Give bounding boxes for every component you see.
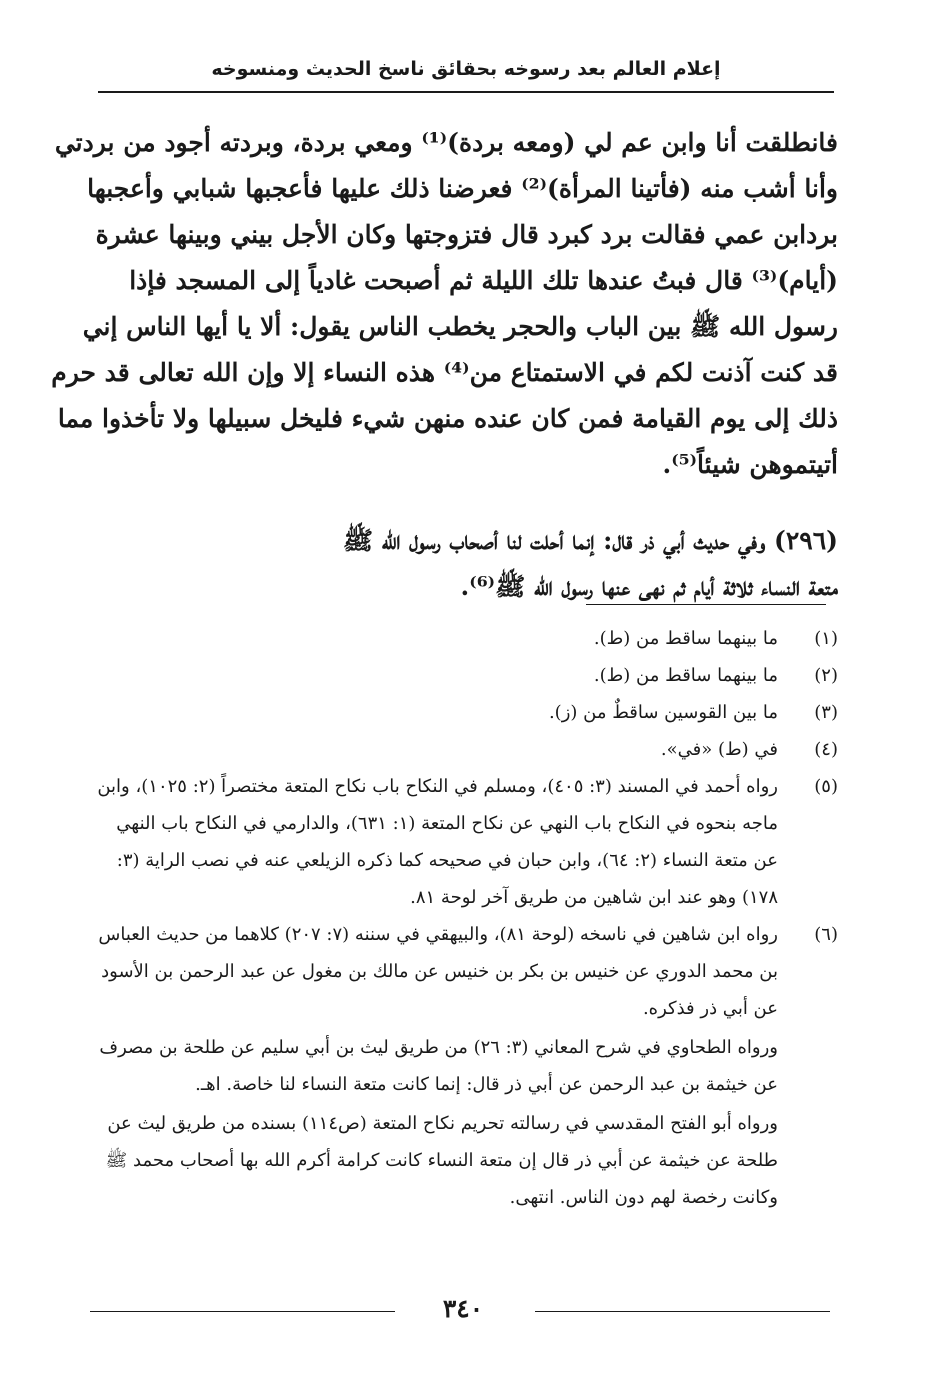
text-line: (٢٩٦) وفي حديث أبي ذر قال: إنما أحلت لنا أصحاب رسول الله ﷺ	[342, 526, 838, 555]
text-line: رسول الله ﷺ بين الباب والحجر يخطب الناس يقول: ألا يا أيها الناس إني	[82, 312, 838, 341]
footnote-number: (١)	[814, 628, 838, 649]
main-text	[51, 120, 838, 610]
footnote	[93, 657, 838, 694]
header-rule	[98, 91, 834, 93]
footnote-text: رواه ابن شاهين في ناسخه (لوحة ٨١)، والبيهقي في سننه (٧: ٢٠٧) كلاهما من حديث العباس بن محمد الدوري عن خنيس بن بكر بن خنيس عن مالك بن مغول عن عبد الرحمن بن الأسود عن أبي ذر فذكره.	[98, 924, 778, 1019]
footnote-number: (٥)	[814, 776, 838, 797]
text-line: متعة النساء ثلاثة أيام ثم نهى عنها رسول الله ﷺ⁽⁶⁾.	[460, 572, 838, 601]
footnote	[93, 916, 838, 1216]
footnote	[93, 731, 838, 768]
page-footer	[90, 1296, 830, 1326]
footer-rule-right	[535, 1311, 830, 1312]
footnote-number: (٣)	[814, 702, 838, 723]
footnotes	[93, 620, 838, 1216]
text-line: فانطلقت أنا وابن عم لي (ومعه بردة)⁽¹⁾ ومعي بردة، وبردته أجود من بردتي	[54, 128, 838, 157]
footnote-number: (٤)	[814, 739, 838, 760]
footnote-separator	[586, 604, 826, 605]
footnote	[93, 620, 838, 657]
footnote-text: ورواه الطحاوي في شرح المعاني (٣: ٢٦) من طريق ليث بن أبي سليم عن طلحة بن مصرف عن خيثمة بن عبد الرحمن عن أبي ذر قال: إنما كانت متعة النساء لنا خاصة. اهـ.	[99, 1037, 778, 1095]
text-line: بردابن عمي فقالت برد كبرد قال فتزوجتها وكان الأجل بيني وبينها عشرة	[95, 220, 838, 249]
footnote-text: ما بين القوسين ساقطٌ من (ز).	[548, 702, 778, 723]
footnote-text: ما بينهما ساقط من (ط).	[593, 628, 778, 649]
text-line: أتيتموهن شيئاً⁽⁵⁾.	[662, 450, 838, 479]
footnote	[93, 768, 838, 916]
footnote-text: ما بينهما ساقط من (ط).	[593, 665, 778, 686]
footnote-number: (٢)	[814, 665, 838, 686]
running-header-title: إعلام العالم بعد رسوخه بحقائق ناسخ الحديث ومنسوخه	[211, 58, 721, 80]
footer-rule-left	[90, 1311, 395, 1312]
footnote-text: في (ط) «في».	[660, 739, 778, 760]
footnote-number: (٦)	[814, 924, 838, 945]
footnote-text: رواه أحمد في المسند (٣: ٤٠٥)، ومسلم في النكاح باب نكاح المتعة مختصراً (٢: ١٠٢٥)، وابن ماجه بنحوه في النكاح باب النهي عن نكاح المتعة (١: ٦٣١)، والدارمي في النكاح باب النهي عن متعة النساء (٢: ٦٤)، وابن حبان في صحيحه كما ذكره الزيلعي عنه في نصب الراية (٣: ١٧٨) وهو عند ابن شاهين من طريق آخر لوحة ٨١.	[97, 776, 778, 908]
text-line: قد كنت آذنت لكم في الاستمتاع من⁽⁴⁾ هذه النساء إلا وإن الله تعالى قد حرم	[51, 358, 838, 387]
footnote	[93, 694, 838, 731]
text-line: ذلك إلى يوم القيامة فمن كان عنده منهن شيء فليخل سبيلها ولا تأخذوا مما	[57, 404, 838, 433]
narration-paragraph	[51, 120, 838, 488]
hadith-296-paragraph	[102, 518, 838, 610]
text-line: (أيام)⁽³⁾ قال فبتُ عندها تلك الليلة ثم أصبحت غادياً إلى المسجد فإذا	[129, 266, 838, 295]
page-number: ٣٤٠	[442, 1294, 484, 1323]
text-line: وأنا أشب منه (فأتينا المرأة)⁽²⁾ فعرضنا ذلك عليها فأعجبها شبابي وأعجبها	[87, 174, 838, 203]
footnote-text: ورواه أبو الفتح المقدسي في رسالته تحريم نكاح المتعة (ص١١٤) بسنده من طريق ليث عن طلحة عن خيثمة عن أبي ذر قال إن متعة النساء كانت كرامة أكرم الله بها أصحاب محمد ﷺ وكانت رخصة لهم دون الناس. انتهى.	[105, 1113, 778, 1208]
